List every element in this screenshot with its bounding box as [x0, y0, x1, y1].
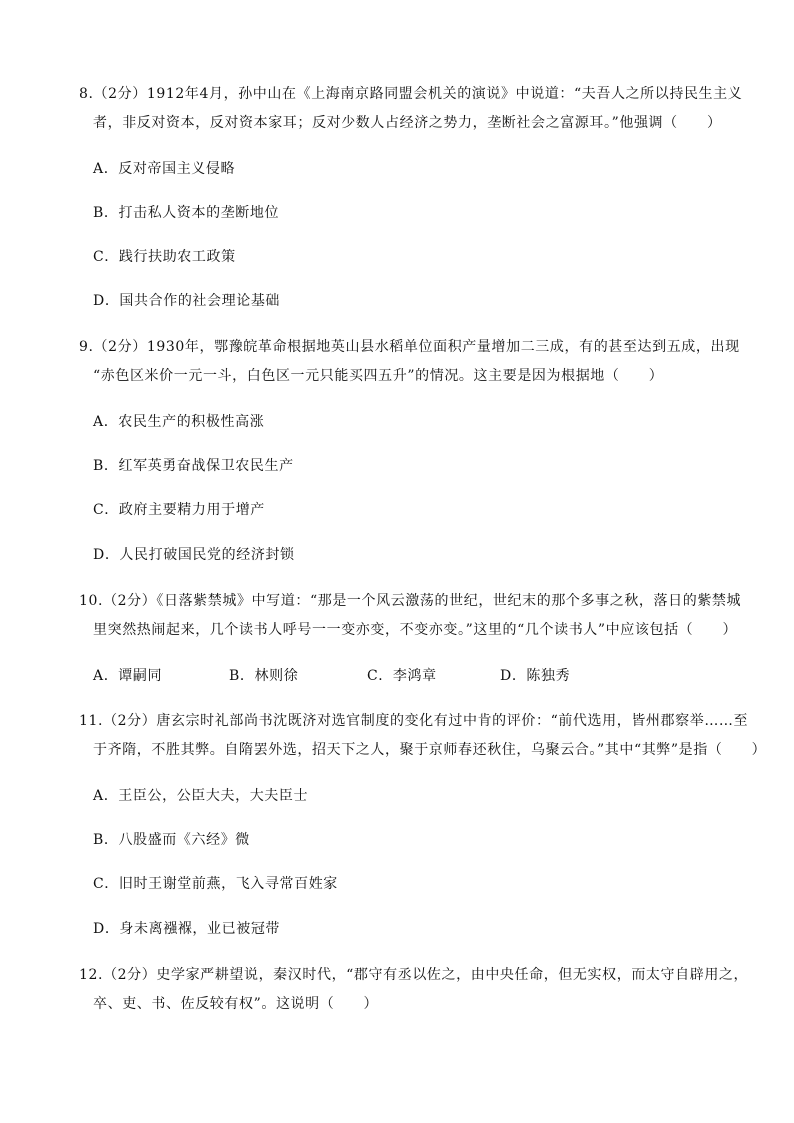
option-b[interactable]: B．林则徐: [229, 668, 299, 684]
option-c[interactable]: C．政府主要精力用于增产: [93, 502, 265, 518]
option-c[interactable]: C．践行扶助农工政策: [93, 249, 236, 265]
question-stem-line: 8.（2分）1912年4月，孙中山在《上海南京路同盟会机关的演说》中说道：“夫吾人之所以持民生主义: [79, 86, 743, 102]
question-stem-line: “赤色区米价一元一斗，白色区一元只能买四五升”的情况。这主要是因为根据地（ ）: [93, 368, 664, 384]
question-stem-line: 10.（2分）《日落紫禁城》中写道：“那是一个风云激荡的世纪，世纪末的那个多事之秋，落日的紫禁城: [79, 593, 742, 609]
question-stem-line: 卒、吏、书、佐反较有权”。这说明（ ）: [93, 996, 379, 1012]
option-d[interactable]: D．身未离襁褓，业已被冠带: [93, 921, 281, 937]
question-stem-line: 9.（2分）1930年，鄂豫皖革命根据地英山县水稻单位面积产量增加二三成，有的甚至达到五成，出现: [79, 339, 740, 355]
question-stem-line: 里突然热闹起来，几个读书人呼号一一变亦变，不变亦变。”这里的“几个读书人”中应该包括（ ）: [93, 622, 738, 638]
option-a[interactable]: A．反对帝国主义侵略: [93, 161, 236, 177]
question-stem-line: 12.（2分）史学家严耕望说，秦汉时代，“郡守有丞以佐之，由中央任命，但无实权，而太守自辟用之，: [79, 967, 749, 983]
option-d[interactable]: D．人民打破国民党的经济封锁: [93, 547, 295, 563]
option-c[interactable]: C．旧时王谢堂前燕，飞入寻常百姓家: [93, 876, 338, 892]
option-a[interactable]: A．谭嗣同: [93, 668, 163, 684]
question-stem-line: 11.（2分）唐玄宗时礼部尚书沈既济对选官制度的变化有过中肯的评价：“前代选用，皆州郡察举……至: [79, 713, 749, 729]
option-a[interactable]: A．王臣公，公臣大夫，大夫臣士: [93, 788, 309, 804]
option-b[interactable]: B．八股盛而《六经》微: [93, 832, 250, 848]
option-b[interactable]: B．打击私人资本的垄断地位: [93, 205, 280, 221]
option-b[interactable]: B．红军英勇奋战保卫农民生产: [93, 458, 294, 474]
question-stem-line: 于齐隋，不胜其弊。自隋罢外选，招天下之人，聚于京师春还秋住，乌聚云合。”其中“其弊”是指（ ）: [93, 742, 767, 758]
option-d[interactable]: D．国共合作的社会理论基础: [93, 293, 281, 309]
option-c[interactable]: C．李鸿章: [367, 668, 437, 684]
option-d[interactable]: D．陈独秀: [500, 668, 571, 684]
option-a[interactable]: A．农民生产的积极性高涨: [93, 414, 265, 430]
question-stem-line: 者，非反对资本，反对资本家耳；反对少数人占经济之势力，垄断社会之富源耳。”他强调（ ）: [93, 115, 722, 131]
